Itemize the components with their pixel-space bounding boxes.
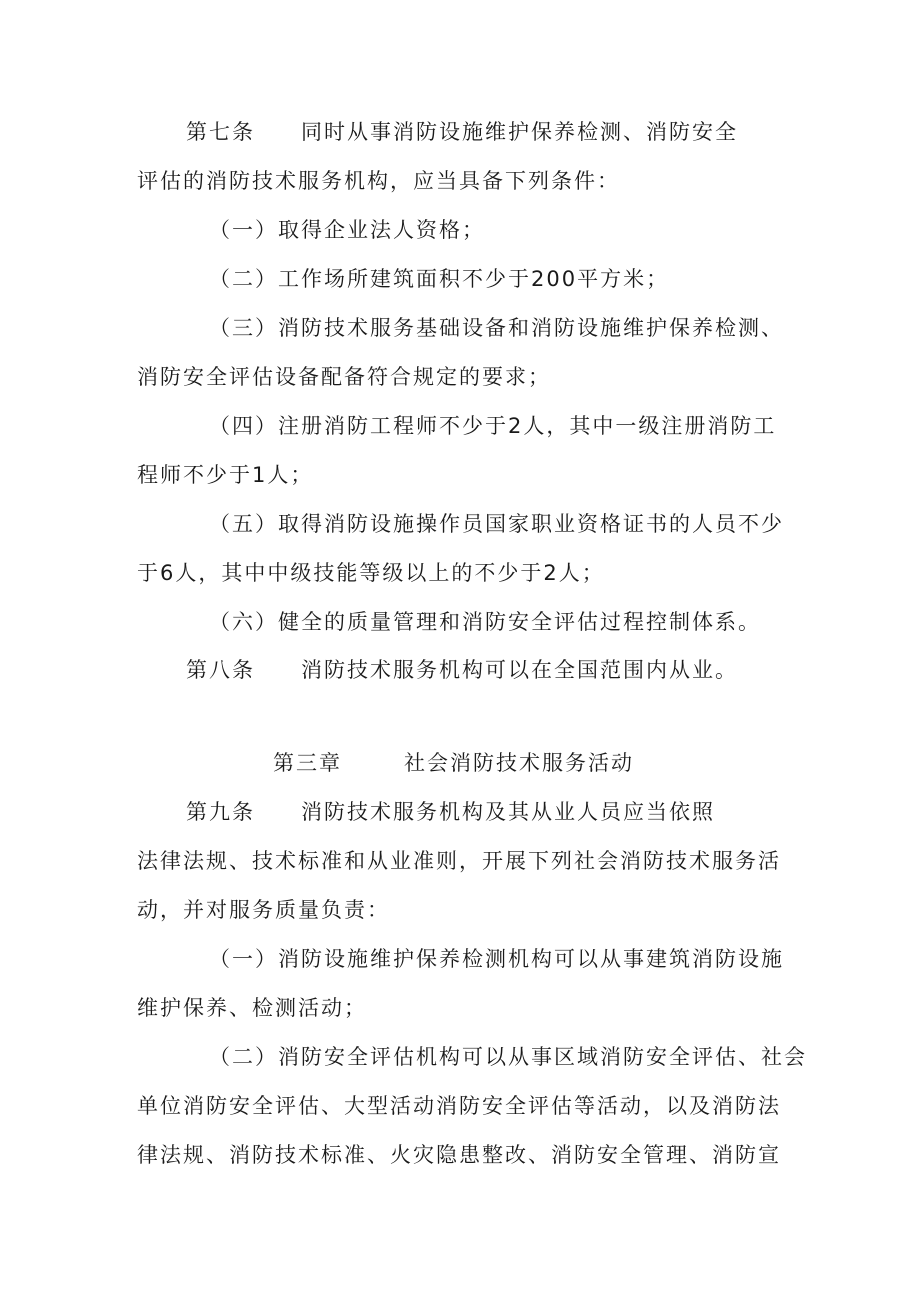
article-7-label: 第七条 <box>186 120 255 144</box>
article-9-line-2: 动，并对服务质量负责： <box>137 898 390 922</box>
chapter-3-label: 第三章 <box>273 751 342 775</box>
article-7-heading <box>186 118 738 146</box>
article-7-item-4-cont: 程师不少于1人； <box>137 463 314 487</box>
article-9-item-2-cont-2: 律法规、消防技术标准、火灾隐患整改、消防安全管理、消防宣 <box>137 1143 781 1167</box>
article-7-item-2: （二）工作场所建筑面积不少于200平方米； <box>209 267 670 291</box>
article-9-text: 消防技术服务机构及其从业人员应当依照 <box>301 800 715 824</box>
article-9-item-1-cont: 维护保养、检测活动； <box>137 996 367 1020</box>
article-9-item-2-cont-1: 单位消防安全评估、大型活动消防安全评估等活动，以及消防法 <box>137 1094 781 1118</box>
article-7-item-6: （六）健全的质量管理和消防安全评估过程控制体系。 <box>209 610 761 634</box>
article-7-item-3-cont: 消防安全评估设备配备符合规定的要求； <box>137 365 551 389</box>
chapter-3-heading <box>273 749 634 777</box>
article-7-item-5-cont: 于6人，其中中级技能等级以上的不少于2人； <box>137 561 605 585</box>
article-9-label: 第九条 <box>186 800 255 824</box>
article-8-label: 第八条 <box>186 658 255 682</box>
article-7-item-4: （四）注册消防工程师不少于2人，其中一级注册消防工 <box>209 414 777 438</box>
chapter-3-title: 社会消防技术服务活动 <box>404 751 634 775</box>
article-9-line-1: 法律法规、技术标准和从业准则，开展下列社会消防技术服务活 <box>137 849 781 873</box>
article-9-item-2: （二）消防安全评估机构可以从事区域消防安全评估、社会 <box>209 1045 807 1069</box>
article-8 <box>186 656 738 684</box>
article-7-item-3: （三）消防技术服务基础设备和消防设施维护保养检测、 <box>209 316 784 340</box>
article-9-heading <box>186 798 715 826</box>
article-7-item-5: （五）取得消防设施操作员国家职业资格证书的人员不少 <box>209 512 784 536</box>
article-7-continuation: 评估的消防技术服务机构，应当具备下列条件： <box>137 169 620 193</box>
article-9-item-1: （一）消防设施维护保养检测机构可以从事建筑消防设施 <box>209 947 784 971</box>
article-7-text: 同时从事消防设施维护保养检测、消防安全 <box>301 120 738 144</box>
article-7-item-1: （一）取得企业法人资格； <box>209 218 485 242</box>
article-8-text: 消防技术服务机构可以在全国范围内从业。 <box>301 658 738 682</box>
